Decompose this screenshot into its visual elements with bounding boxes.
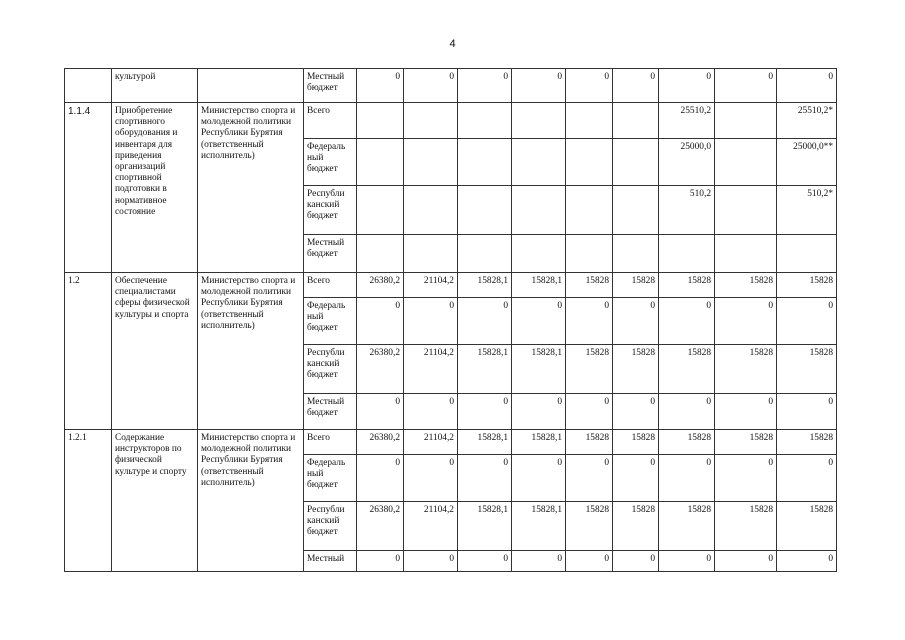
- measure-name-cell: Обеспечение специалистами сферы физической культуры и спорта: [112, 273, 198, 430]
- value-cell: 21104,2: [404, 430, 458, 455]
- value-cell: 15828: [566, 273, 613, 298]
- value-cell: 0: [357, 298, 404, 345]
- value-cell: 0: [659, 298, 715, 345]
- funding-source-cell: Всего: [304, 273, 357, 298]
- value-cell: [566, 186, 613, 235]
- value-cell: [357, 139, 404, 186]
- value-cell: [715, 235, 777, 273]
- value-cell: [404, 235, 458, 273]
- value-cell: 15828: [566, 502, 613, 551]
- value-cell: 0: [777, 69, 837, 103]
- value-cell: 0: [777, 298, 837, 345]
- value-cell: 0: [512, 394, 566, 430]
- value-cell: 0: [715, 298, 777, 345]
- value-cell: 15828: [777, 273, 837, 298]
- value-cell: 15828: [659, 430, 715, 455]
- value-cell: 15828: [715, 430, 777, 455]
- code-cell: 1.2: [65, 273, 112, 430]
- value-cell: 0: [404, 551, 458, 572]
- value-cell: 0: [512, 551, 566, 572]
- value-cell: 15828,1: [458, 273, 512, 298]
- funding-source-cell: Местный: [304, 551, 357, 572]
- value-cell: 15828,1: [458, 502, 512, 551]
- value-cell: 15828: [715, 345, 777, 394]
- executor-cell: [198, 69, 304, 103]
- value-cell: 21104,2: [404, 345, 458, 394]
- value-cell: 15828: [659, 502, 715, 551]
- budget-table: [64, 68, 837, 572]
- value-cell: [613, 139, 659, 186]
- value-cell: 0: [613, 455, 659, 502]
- value-cell: 0: [566, 298, 613, 345]
- value-cell: 0: [566, 455, 613, 502]
- value-cell: [512, 186, 566, 235]
- value-cell: 15828: [777, 502, 837, 551]
- value-cell: 26380,2: [357, 273, 404, 298]
- value-cell: [357, 186, 404, 235]
- code-cell: [65, 69, 112, 103]
- code-cell: 1.2.1: [65, 430, 112, 572]
- value-cell: 0: [613, 69, 659, 103]
- executor-cell: Министерство спорта и молодежной политики Республики Бурятия (ответственный исполнитель): [198, 273, 304, 430]
- value-cell: [566, 235, 613, 273]
- value-cell: 0: [566, 394, 613, 430]
- value-cell: [458, 139, 512, 186]
- executor-cell: Министерство спорта и молодежной политики Республики Бурятия (ответственный исполнитель): [198, 103, 304, 273]
- value-cell: 0: [715, 551, 777, 572]
- value-cell: 15828,1: [458, 345, 512, 394]
- value-cell: 0: [404, 455, 458, 502]
- value-cell: 0: [512, 298, 566, 345]
- funding-source-cell: Всего: [304, 430, 357, 455]
- value-cell: [458, 186, 512, 235]
- value-cell: [777, 235, 837, 273]
- table-row: [65, 103, 837, 139]
- funding-source-cell: Республи канский бюджет: [304, 186, 357, 235]
- value-cell: 15828: [659, 273, 715, 298]
- funding-source-cell: Федераль ный бюджет: [304, 455, 357, 502]
- value-cell: 0: [458, 298, 512, 345]
- value-cell: 0: [566, 69, 613, 103]
- value-cell: 0: [659, 551, 715, 572]
- value-cell: [613, 186, 659, 235]
- funding-source-cell: Местный бюджет: [304, 235, 357, 273]
- value-cell: 0: [777, 551, 837, 572]
- value-cell: [715, 103, 777, 139]
- measure-name-cell: Приобретение спортивного оборудования и инвентаря для приведения организаций спортивной подготовки в нормативное состояние: [112, 103, 198, 273]
- funding-source-cell: Федераль ный бюджет: [304, 139, 357, 186]
- value-cell: 15828,1: [512, 430, 566, 455]
- value-cell: 0: [357, 551, 404, 572]
- value-cell: 0: [659, 69, 715, 103]
- table-row: [65, 430, 837, 455]
- value-cell: 0: [357, 69, 404, 103]
- funding-source-cell: Федераль ный бюджет: [304, 298, 357, 345]
- value-cell: [404, 103, 458, 139]
- value-cell: 26380,2: [357, 345, 404, 394]
- value-cell: 15828: [566, 345, 613, 394]
- value-cell: [458, 235, 512, 273]
- value-cell: 21104,2: [404, 502, 458, 551]
- value-cell: 0: [613, 298, 659, 345]
- value-cell: 0: [659, 455, 715, 502]
- value-cell: [566, 103, 613, 139]
- value-cell: 0: [715, 455, 777, 502]
- value-cell: [512, 103, 566, 139]
- value-cell: 15828: [613, 345, 659, 394]
- value-cell: 25510,2*: [777, 103, 837, 139]
- value-cell: 15828,1: [512, 502, 566, 551]
- value-cell: [404, 186, 458, 235]
- funding-source-cell: Местный бюджет: [304, 394, 357, 430]
- value-cell: 0: [357, 394, 404, 430]
- value-cell: 0: [458, 69, 512, 103]
- value-cell: 0: [613, 551, 659, 572]
- value-cell: 15828,1: [458, 430, 512, 455]
- value-cell: 15828: [613, 430, 659, 455]
- value-cell: [566, 139, 613, 186]
- value-cell: 25000,0: [659, 139, 715, 186]
- value-cell: [613, 103, 659, 139]
- value-cell: 0: [715, 69, 777, 103]
- value-cell: 0: [404, 298, 458, 345]
- value-cell: 15828: [715, 273, 777, 298]
- value-cell: 15828: [659, 345, 715, 394]
- value-cell: 0: [777, 455, 837, 502]
- value-cell: [659, 235, 715, 273]
- value-cell: [357, 103, 404, 139]
- funding-source-cell: Республи канский бюджет: [304, 502, 357, 551]
- funding-source-cell: Республи канский бюджет: [304, 345, 357, 394]
- value-cell: 15828: [613, 502, 659, 551]
- value-cell: 0: [404, 394, 458, 430]
- funding-source-cell: Местный бюджет: [304, 69, 357, 103]
- table-row: [65, 69, 837, 103]
- value-cell: 0: [659, 394, 715, 430]
- value-cell: 0: [512, 69, 566, 103]
- code-cell: 1.1.4: [65, 103, 112, 273]
- value-cell: 15828: [777, 345, 837, 394]
- value-cell: 0: [458, 455, 512, 502]
- value-cell: 0: [357, 455, 404, 502]
- value-cell: 0: [458, 394, 512, 430]
- value-cell: 15828: [613, 273, 659, 298]
- value-cell: [404, 139, 458, 186]
- value-cell: 0: [777, 394, 837, 430]
- value-cell: 510,2*: [777, 186, 837, 235]
- value-cell: [613, 235, 659, 273]
- table-row: [65, 273, 837, 298]
- value-cell: 15828: [777, 430, 837, 455]
- value-cell: [512, 139, 566, 186]
- value-cell: 26380,2: [357, 502, 404, 551]
- value-cell: 15828: [566, 430, 613, 455]
- value-cell: 15828: [715, 502, 777, 551]
- value-cell: 26380,2: [357, 430, 404, 455]
- value-cell: 0: [512, 455, 566, 502]
- value-cell: [512, 235, 566, 273]
- value-cell: 15828,1: [512, 273, 566, 298]
- value-cell: 0: [613, 394, 659, 430]
- value-cell: 25510,2: [659, 103, 715, 139]
- measure-name-cell: культурой: [112, 69, 198, 103]
- value-cell: 0: [566, 551, 613, 572]
- value-cell: 21104,2: [404, 273, 458, 298]
- value-cell: [715, 139, 777, 186]
- value-cell: 15828,1: [512, 345, 566, 394]
- value-cell: 510,2: [659, 186, 715, 235]
- value-cell: 0: [458, 551, 512, 572]
- executor-cell: Министерство спорта и молодежной политики Республики Бурятия (ответственный исполнитель): [198, 430, 304, 572]
- page-number: 4: [449, 38, 456, 50]
- value-cell: 0: [404, 69, 458, 103]
- value-cell: 0: [715, 394, 777, 430]
- measure-name-cell: Содержание инструкторов по физической культуре и спорту: [112, 430, 198, 572]
- funding-source-cell: Всего: [304, 103, 357, 139]
- value-cell: 25000,0**: [777, 139, 837, 186]
- value-cell: [357, 235, 404, 273]
- value-cell: [715, 186, 777, 235]
- value-cell: [458, 103, 512, 139]
